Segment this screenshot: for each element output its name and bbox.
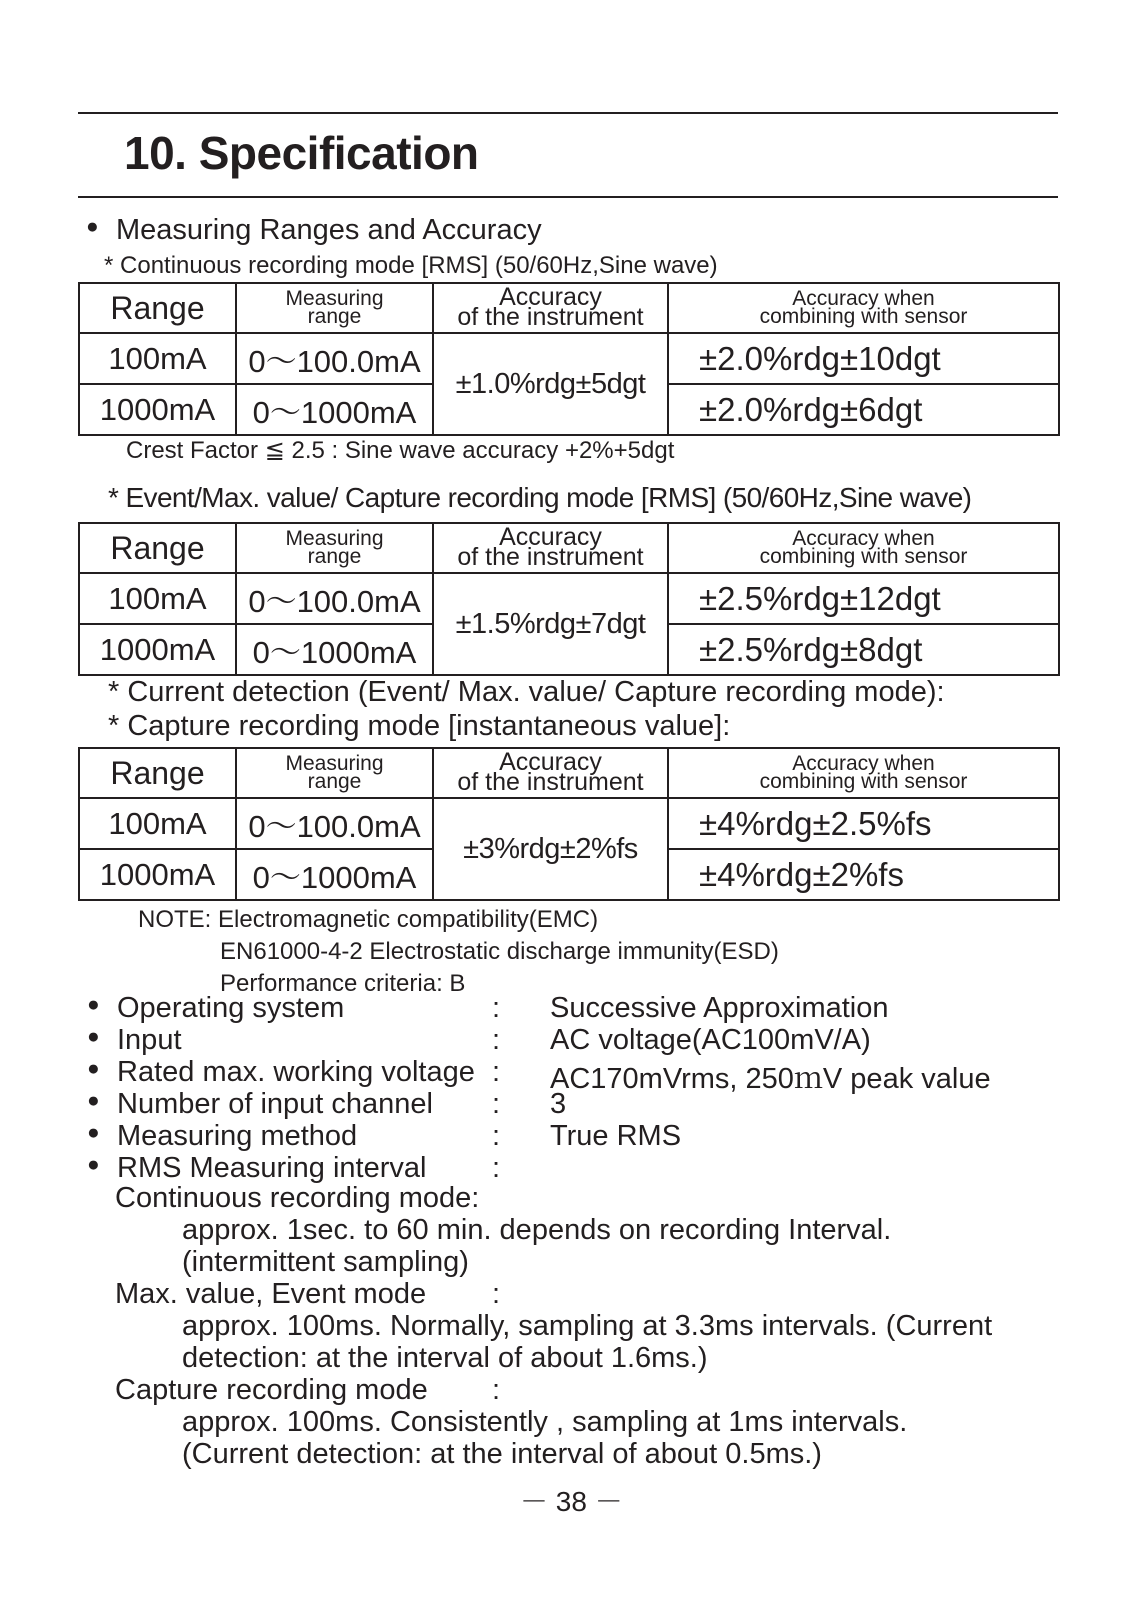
spec-colon: : — [492, 1152, 501, 1184]
range-cell: 1000mA — [79, 849, 236, 900]
spec-value: 3 — [550, 1088, 567, 1120]
table3-caption-line1: * Current detection (Event/ Max. value/ Capture recording mode): — [108, 676, 945, 708]
accuracy-table-2 — [78, 522, 1060, 676]
header-range: Range — [79, 523, 236, 573]
accuracy-table-1 — [78, 282, 1060, 436]
max-event-line1: approx. 100ms. Normally, sampling at 3.3ms intervals. (Current — [182, 1310, 993, 1342]
sensor-accuracy-cell: ±2.0%rdg±6dgt — [668, 384, 1059, 435]
spec-colon: : — [492, 992, 501, 1024]
measuring-range-cell: 0～1000mA — [236, 384, 433, 435]
capture-mode-label: Capture recording mode — [115, 1374, 428, 1406]
range-cell: 100mA — [79, 798, 236, 849]
header-instrument-accuracy: Accuracy of the instrument — [433, 523, 668, 573]
header-measuring-range: Measuring range — [236, 283, 433, 333]
measuring-range-cell: 0～100.0mA — [236, 573, 433, 624]
header-measuring-range: Measuring range — [236, 523, 433, 573]
table1-caption: * Continuous recording mode [RMS] (50/60Hz,Sine wave) — [104, 252, 718, 279]
spec-value: AC170mVrms, 250ｍV peak value — [550, 1063, 991, 1095]
esd-note: EN61000-4-2 Electrostatic discharge immunity(ESD) — [220, 938, 779, 965]
spec-value: Successive Approximation — [550, 992, 889, 1024]
sensor-accuracy-cell: ±2.0%rdg±10dgt — [668, 333, 1059, 384]
instrument-accuracy-cell: ±1.0%rdg±5dgt — [433, 333, 668, 435]
measuring-range-cell: 0～1000mA — [236, 624, 433, 675]
header-range: Range — [79, 283, 236, 333]
continuous-mode-line1: approx. 1sec. to 60 min. depends on recording Interval. — [182, 1214, 892, 1246]
spec-colon: : — [492, 1056, 501, 1088]
section-heading: ● Measuring Ranges and Accuracy — [116, 214, 542, 247]
header-instrument-accuracy: Accuracy of the instrument — [433, 748, 668, 798]
spec-colon: : — [492, 1088, 501, 1120]
table2-caption: * Event/Max. value/ Capture recording mode [RMS] (50/60Hz,Sine wave) — [108, 482, 972, 513]
table3-caption-line2: * Capture recording mode [instantaneous value]: — [108, 710, 731, 742]
measuring-range-cell: 0～100.0mA — [236, 333, 433, 384]
header-measuring-range: Measuring range — [236, 748, 433, 798]
header-instrument-accuracy: Accuracy of the instrument — [433, 283, 668, 333]
sensor-accuracy-cell: ±2.5%rdg±8dgt — [668, 624, 1059, 675]
crest-factor-note: Crest Factor ≦ 2.5 : Sine wave accuracy +2%+5dgt — [126, 437, 675, 464]
top-rule — [78, 112, 1058, 114]
page-number: － 38 － — [520, 1486, 623, 1517]
spec-value: AC voltage(AC100mV/A) — [550, 1024, 871, 1056]
header-sensor-accuracy: Accuracy when combining with sensor — [668, 748, 1059, 798]
emc-note: NOTE: Electromagnetic compatibility(EMC) — [138, 906, 599, 933]
continuous-mode-line2: (intermittent sampling) — [182, 1246, 469, 1278]
sensor-accuracy-cell: ±4%rdg±2.5%fs — [668, 798, 1059, 849]
spec-label: ● Input — [117, 1024, 182, 1057]
sensor-accuracy-cell: ±2.5%rdg±12dgt — [668, 573, 1059, 624]
capture-colon: : — [492, 1374, 501, 1406]
max-event-mode-label: Max. value, Event mode — [115, 1278, 427, 1310]
instrument-accuracy-cell: ±3%rdg±2%fs — [433, 798, 668, 900]
range-cell: 100mA — [79, 333, 236, 384]
range-cell: 1000mA — [79, 624, 236, 675]
measuring-range-cell: 0～1000mA — [236, 849, 433, 900]
spec-label: ● Number of input channel — [117, 1088, 433, 1121]
range-cell: 100mA — [79, 573, 236, 624]
spec-label: ● RMS Measuring interval — [117, 1152, 426, 1185]
spec-value: True RMS — [550, 1120, 682, 1152]
title-underline — [78, 196, 1058, 198]
criteria-note: Performance criteria: B — [220, 970, 466, 997]
sensor-accuracy-cell: ±4%rdg±2%fs — [668, 849, 1059, 900]
spec-colon: : — [492, 1024, 501, 1056]
continuous-mode-label: Continuous recording mode: — [115, 1182, 480, 1214]
spec-label: ● Measuring method — [117, 1120, 357, 1153]
capture-line1: approx. 100ms. Consistently , sampling at 1ms intervals. — [182, 1406, 908, 1438]
page-title: 10. Specification — [124, 127, 479, 179]
measuring-range-cell: 0～100.0mA — [236, 798, 433, 849]
header-range: Range — [79, 748, 236, 798]
max-event-line2: detection: at the interval of about 1.6ms.) — [182, 1342, 708, 1374]
instrument-accuracy-cell: ±1.5%rdg±7dgt — [433, 573, 668, 675]
spec-colon: : — [492, 1120, 501, 1152]
header-sensor-accuracy: Accuracy when combining with sensor — [668, 283, 1059, 333]
header-sensor-accuracy: Accuracy when combining with sensor — [668, 523, 1059, 573]
spec-label: ● Operating system — [117, 992, 344, 1025]
capture-line2: (Current detection: at the interval of about 0.5ms.) — [182, 1438, 822, 1470]
range-cell: 1000mA — [79, 384, 236, 435]
accuracy-table-3 — [78, 747, 1060, 901]
max-event-colon: : — [492, 1278, 501, 1310]
spec-label: ● Rated max. working voltage — [117, 1056, 475, 1089]
